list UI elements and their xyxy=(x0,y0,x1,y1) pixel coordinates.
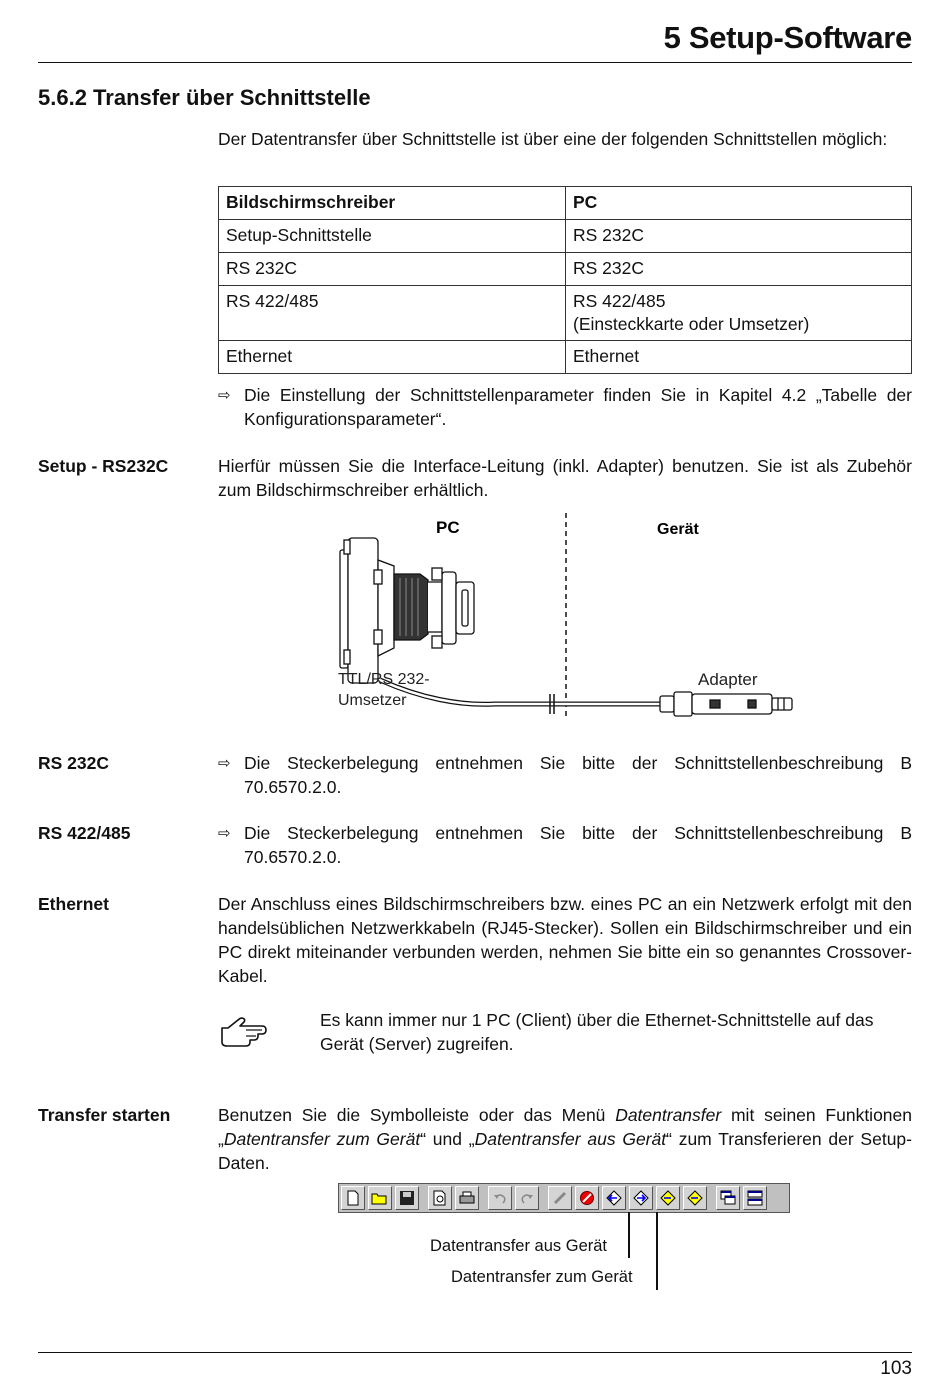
arrow-right-icon: ⇨ xyxy=(218,755,231,772)
cascade-windows-icon[interactable] xyxy=(716,1186,740,1210)
arrow-right-icon: ⇨ xyxy=(218,387,231,404)
transfer-menu-name: Datentransfer xyxy=(615,1105,722,1125)
link-icon[interactable] xyxy=(548,1186,572,1210)
table-row xyxy=(219,286,912,341)
rs422-label: RS 422/485 xyxy=(38,823,131,843)
toolbar xyxy=(338,1183,790,1213)
interface-table xyxy=(218,186,912,374)
transfer-function-name: Datentransfer aus Gerät xyxy=(474,1129,667,1149)
table-cell: RS 232C xyxy=(566,253,912,286)
table-cell: RS 232C xyxy=(566,220,912,253)
table-cell: Ethernet xyxy=(566,341,912,374)
transfer-text xyxy=(218,1103,912,1175)
ethernet-label: Ethernet xyxy=(38,894,109,914)
tile-windows-icon[interactable] xyxy=(743,1186,767,1210)
pointing-hand-icon xyxy=(218,1016,270,1048)
print-preview-icon[interactable] xyxy=(428,1186,452,1210)
diagram-converter-label: Umsetzer xyxy=(338,692,407,709)
disconnect-icon[interactable] xyxy=(575,1186,599,1210)
rs232-text: Die Steckerbelegung entnehmen Sie bitte der Schnittstellenbeschreibung B 70.6570.2.0. xyxy=(244,753,912,797)
diagram-converter-label: TTL/RS 232- xyxy=(338,671,430,688)
callout-line-to xyxy=(656,1212,658,1290)
adapter-icon xyxy=(660,692,792,716)
rs232-note xyxy=(218,751,912,799)
undo-icon[interactable] xyxy=(488,1186,512,1210)
config-note-text: Die Einstellung der Schnittstellenparameter finden Sie in Kapitel 4.2 „Tabelle der Konfigurationsparameter“. xyxy=(244,385,912,429)
rs422-text: Die Steckerbelegung entnehmen Sie bitte der Schnittstellenbeschreibung B 70.6570.2.0. xyxy=(244,823,912,867)
ttl-rs232-converter-icon xyxy=(340,538,474,683)
callout-transfer-from-device: Datentransfer aus Gerät xyxy=(430,1237,608,1255)
page-number: 103 xyxy=(880,1358,912,1379)
callout-line-from xyxy=(628,1212,630,1258)
section-title: 5.6.2 Transfer über Schnittstelle xyxy=(38,85,371,110)
diagram-device-label: Gerät xyxy=(657,521,699,538)
table-row xyxy=(219,220,912,253)
table-row xyxy=(219,253,912,286)
table-row xyxy=(219,341,912,374)
new-file-icon[interactable] xyxy=(341,1186,365,1210)
table-cell: RS 422/485 xyxy=(219,286,566,341)
table-cell-line: (Einsteckkarte oder Umsetzer) xyxy=(573,314,810,334)
transfer-text-part: Benutzen Sie die Symbolleiste oder das Menü xyxy=(218,1105,616,1125)
intro-paragraph: Der Datentransfer über Schnittstelle ist über eine der folgenden Schnittstellen möglich: xyxy=(218,129,888,149)
ethernet-hint: Es kann immer nur 1 PC (Client) über die Ethernet-Schnittstelle auf das Gerät (Server) zugreifen. xyxy=(320,1010,874,1054)
redo-icon[interactable] xyxy=(515,1186,539,1210)
table-cell: Ethernet xyxy=(219,341,566,374)
footer-rule xyxy=(38,1352,912,1353)
table-cell xyxy=(566,286,912,341)
transfer-text-part: “ zum Transferieren der Setup-Daten. xyxy=(218,1129,912,1173)
callout-transfer-to-device: Datentransfer zum Gerät xyxy=(451,1268,633,1286)
transfer-label: Transfer starten xyxy=(38,1105,171,1125)
table-cell: RS 232C xyxy=(219,253,566,286)
table-cell-line: RS 422/485 xyxy=(573,291,666,311)
ethernet-text: Der Anschluss eines Bildschirmschreibers bzw. eines PC an ein Netzwerk erfolgt mit den handelsüblichen Netzwerkkabeln (RJ45-Stecker). Sollen ein Bildschirmschreiber und ein PC direkt miteinander verbunden werden, nehmen Sie bitte ein so genanntes Crossover-Kabel. xyxy=(218,894,912,986)
transfer-to-device-icon[interactable] xyxy=(629,1186,653,1210)
rs232-label: RS 232C xyxy=(38,753,110,773)
transfer-from-file-icon[interactable] xyxy=(656,1186,680,1210)
table-header-cell: PC xyxy=(566,187,912,220)
open-folder-icon[interactable] xyxy=(368,1186,392,1210)
table-cell: Setup-Schnittstelle xyxy=(219,220,566,253)
setup-rs232-text: Hierfür müssen Sie die Interface-Leitung (inkl. Adapter) benutzen. Sie ist als Zubehör zum Bildschirmschreiber erhältlich. xyxy=(218,456,912,500)
transfer-to-file-icon[interactable] xyxy=(683,1186,707,1210)
print-icon[interactable] xyxy=(455,1186,479,1210)
config-note xyxy=(218,383,912,431)
header-rule xyxy=(38,62,912,63)
transfer-from-device-icon[interactable] xyxy=(602,1186,626,1210)
table-header-row xyxy=(219,187,912,220)
transfer-function-name: Datentransfer zum Gerät xyxy=(223,1129,421,1149)
arrow-right-icon: ⇨ xyxy=(218,825,231,842)
transfer-text-part: “ und „ xyxy=(420,1129,475,1149)
table-header-cell: Bildschirmschreiber xyxy=(219,187,566,220)
transfer-text-part: mit seinen Funktionen „ xyxy=(218,1105,912,1149)
save-icon[interactable] xyxy=(395,1186,419,1210)
diagram-adapter-label: Adapter xyxy=(698,670,758,689)
setup-rs232-label: Setup - RS232C xyxy=(38,456,169,476)
rs422-note xyxy=(218,821,912,869)
cable-diagram xyxy=(330,508,810,728)
diagram-pc-label: PC xyxy=(436,518,460,537)
chapter-title: 5 Setup-Software xyxy=(663,20,912,55)
